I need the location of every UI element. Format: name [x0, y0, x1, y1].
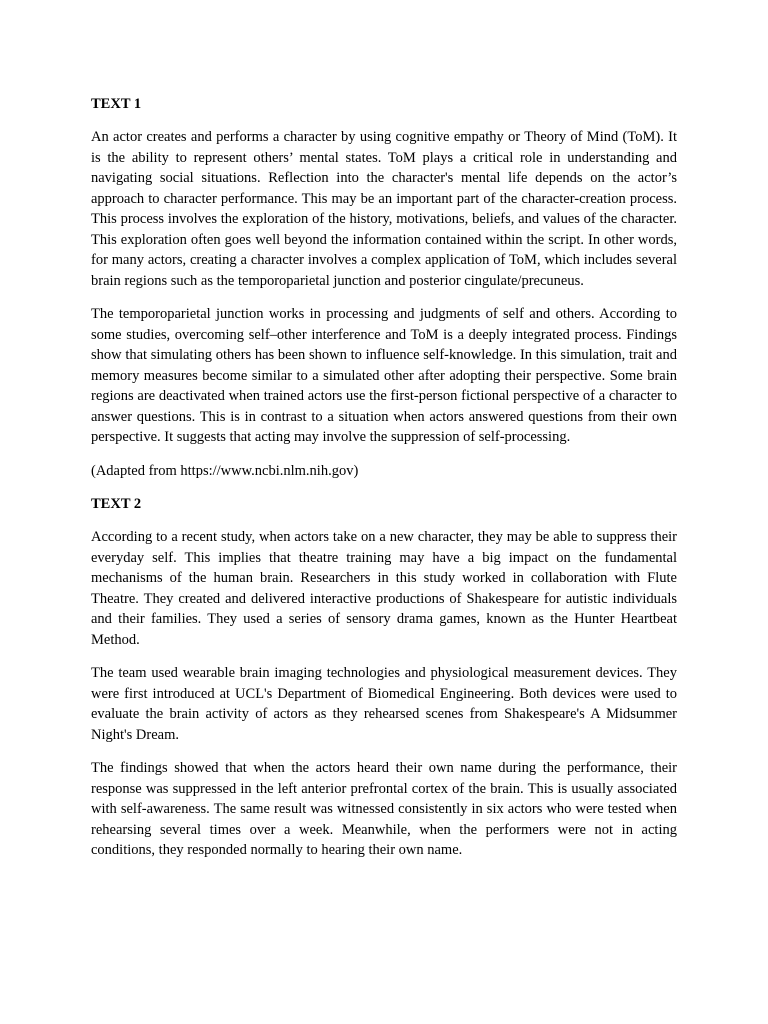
text1-source-citation: (Adapted from https://www.ncbi.nlm.nih.gov): [91, 462, 359, 479]
text2-paragraph-3: The findings showed that when the actors heard their own name during the performance, their response was suppressed in the left anterior prefrontal cortex of the brain. This is usually associated with self-awareness. The same result was witnessed consistently in six actors who were tested when rehearsing several times over a week. Meanwhile, when the performers were not in acting conditions, they responded normally to hearing their own name.: [91, 760, 677, 858]
text2-paragraph-1: According to a recent study, when actors take on a new character, they may be able to suppress their everyday self. This implies that theatre training may have a big impact on the fundamental mechanisms of the human brain. Researchers in this study worked in collaboration with Flute Theatre. They created and delivered interactive productions of Shakespeare for autistic individuals and their families. They used a series of sensory drama games, known as the Hunter Heartbeat Method.: [91, 529, 677, 648]
text1-paragraph-1: An actor creates and performs a character by using cognitive empathy or Theory of Mind (ToM). It is the ability to represent others’ mental states. ToM plays a critical role in understanding and navigating social situations. Reflection into the character's mental life depends on the actor’s approach to character performance. This may be an important part of the character-creation process. This process involves the exploration of the history, motivations, beliefs, and values of the character. This exploration often goes well beyond the information contained within the script. In other words, for many actors, creating a character involves a complex application of ToM, which includes several brain regions such as the temporoparietal junction and posterior cingulate/precuneus.: [91, 129, 677, 289]
text1-paragraph-2: The temporoparietal junction works in processing and judgments of self and others. According to some studies, overcoming self–other interference and ToM is a deeply integrated process. Findings show that simulating others has been shown to influence self-knowledge. In this simulation, trait and memory measures become similar to a simulated other after adopting their perspective. Some brain regions are deactivated when trained actors use the first-person fictional perspective of a character to answer questions. This is in contrast to a situation when actors answered questions from their own perspective. It suggests that acting may involve the suppression of self-processing.: [91, 306, 677, 445]
text2-heading: TEXT 2: [91, 496, 142, 512]
text2-paragraph-2: The team used wearable brain imaging technologies and physiological measurement devices. They were first introduced at UCL's Department of Biomedical Engineering. Both devices were used to evaluate the brain activity of actors as they rehearsed scenes from Shakespeare's A Midsummer Night's Dream.: [91, 665, 677, 743]
document-page: [91, 94, 677, 874]
text1-heading: TEXT 1: [91, 96, 142, 112]
